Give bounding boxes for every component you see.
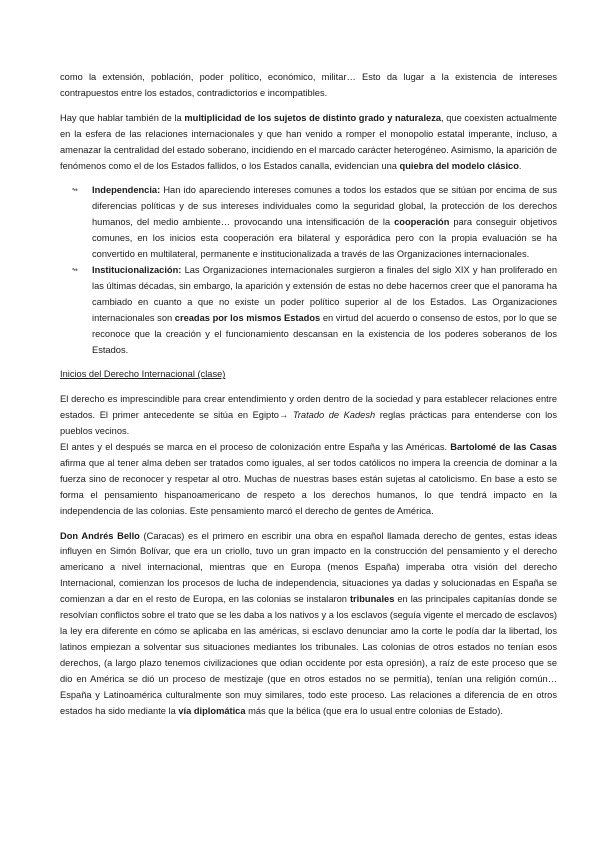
bold-term: quiebra del modelo clásico bbox=[399, 160, 519, 171]
bullet-list bbox=[60, 183, 557, 358]
bold-term: multiplicidad de los sujetos de distinto grado y naturaleza bbox=[184, 112, 442, 123]
italic-term: Tratado de Kadesh bbox=[292, 410, 376, 421]
paragraph-colonizacion: El antes y el después se marca en el proceso de colonización entre España y las Américas. Bartolomé de las Casas afirma que al tener alma deben ser tratados como iguales, al ser todos católicos no impera la creencia de dominar a la fuerza sino de reconocer y respetar al otro. Muchas de nuestras bases están sujetas al catolicismo. En base a esto se forma el pensamiento hispanoamericano de respeto a los derechos humanos, lo que tendrá impacto en la independencia de las colonias. Este pensamiento marcó el derecho de gentes de América. bbox=[60, 442, 557, 516]
list-item-independencia: ↬ Independencia: Han ido apareciendo intereses comunes a todos los estados que se sitúan por encima de sus diferencias políticas y de sus intereses individuales como la seguridad global, la protección de los derechos humanos, del medio ambiente… provocando una intensificación de la cooperación para conseguir objetivos comunes, en los inicios esta cooperación era bilateral y esporádica pero con la propia evaluación se ha convertido en multilateral, permanente e institucionalizada a través de las Organizaciones internacionales. bbox=[72, 185, 557, 260]
paragraph-sujetos: Hay que hablar también de la multiplicidad de los sujetos de distinto grado y naturaleza, que coexisten actualmente en la esfera de las relaciones internacionales y que han venido a romper el monopolio estatal imperante, incluso, a amenazar la centralidad del estado soberano, incidiendo en el marcado carácter heterogéneo. Asimismo, la aparición de fenómenos como el de los Estados fallidos, o los Estados canalla, evidencian una quiebra del modelo clásico. bbox=[60, 112, 557, 171]
bold-term: Institucionalización: bbox=[92, 264, 182, 275]
bold-term: Bartolomé de las Casas bbox=[450, 442, 557, 453]
list-item-institucionalizacion: ↬ Institucionalización: Las Organizaciones internacionales surgieron a finales del siglo XIX y han proliferado en las últimas décadas, sin embargo, la aparición y extensión de estas no debe hacernos creer que el panorama ha cambiado en cuanto a que no existe un poder político superior al de los Estados. Las Organizaciones internacionales son creadas por los mismos Estados en virtud del acuerdo o consenso de estos, por lo que se reconoce que la creación y el funcionamiento descansan en la existencia de los poderes soberanos de los Estados. bbox=[72, 264, 557, 355]
paragraph-andres-bello: Don Andrés Bello (Caracas) es el primero en escribir una obra en español llamada derecho de gentes, estas ideas influyen en Simón Bolívar, que era un criollo, tuvo un gran impacto en la construcción del pensamiento y el derecho americano a nivel internacional, mientras que en Europa (menos España) imperaba otra visión del derecho Internacional, comienzan los procesos de lucha de independencia, situaciones ya dadas y solucionadas en España se comienzan a dar en el resto de Europa, en las colonias se instalaron tribunales en las principales capitanías donde se resolvían conflictos sobre el trato que se les daba a los nativos y a los esclavos (seguía vigente el mercado de esclavos) la ley era diferente en cómo se aplicaba en las américas, si esclavo denunciar amo la corte le podía dar la libertad, los latinos empiezan a solventar sus situaciones mediantes los tribunales. Las colonias de otros estados no tenían esos derechos, (a largo plazo tenemos civilizaciones que odian occidente por esta opresión), a raíz de este proceso que se dio en América se dió un proceso de mestizaje (que en otros estados no se permitía), tenían una religión común… España y Latinoamérica culturalmente son muy similares, todo este proceso. Las relaciones a diferencia de en otros estados ha sido mediante la vía diplomática más que la bélica (que era lo usual entre colonias de Estado). bbox=[60, 530, 558, 716]
bold-term: vía diplomática bbox=[178, 705, 246, 716]
bold-term: creadas por los mismos Estados bbox=[174, 312, 321, 323]
curved-arrow-bullet-icon: ↬ bbox=[72, 187, 78, 195]
bold-term: tribunales bbox=[349, 594, 395, 605]
bold-term: Don Andrés Bello bbox=[60, 530, 140, 541]
section-heading: Inicios del Derecho Internacional (clase) bbox=[60, 369, 226, 380]
curved-arrow-bullet-icon: ↬ bbox=[72, 266, 78, 274]
document-body bbox=[60, 70, 557, 728]
paragraph-derecho: El derecho es imprescindible para crear entendimiento y orden dentro de la sociedad y para establecer relaciones entre estados. El primer antecedente se sitúa en Egipto→ Tratado de Kadesh reglas prácticas para entenderse con los pueblos vecinos. bbox=[60, 394, 557, 437]
bold-term: Independencia: bbox=[92, 185, 161, 196]
bold-term: cooperación bbox=[394, 217, 450, 228]
paragraph-intro: como la extensión, población, poder político, económico, militar… Esto da lugar a la existencia de intereses contrapuestos entre los estados, contradictorios e incompatibles. bbox=[60, 72, 557, 98]
